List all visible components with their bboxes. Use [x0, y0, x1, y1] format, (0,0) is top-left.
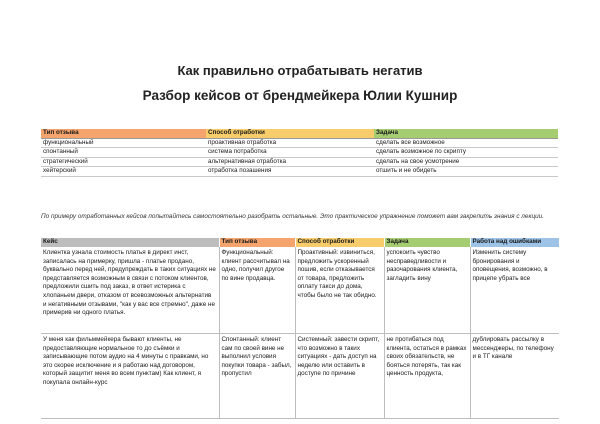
table-row [41, 334, 559, 419]
page-subtitle: Разбор кейсов от брендмейкера Юлии Кушнир [142, 88, 458, 103]
task-cell: успокоить чувство несправедливости и разочарования клиента, загладить вину [384, 247, 470, 334]
summary-row [41, 148, 558, 158]
way-cell: Проактивный: извиниться, предложить ускоренный пошив, если отказывается от товара, предложить оплату такси до дома, чтобы было не так обидно. [295, 247, 384, 334]
summary-row [41, 167, 558, 177]
summary-header-row [41, 129, 558, 138]
exercise-note: По примеру отработанных кейсов попытайтесь самостоятельно разобрать остальные. Это практическое упражнение поможет вам закрепить знания с лекции. [41, 213, 545, 220]
cases-header-type: Тип отзыва [219, 238, 295, 247]
summary-header-way: Способ отработки [206, 129, 374, 138]
cases-header-task: Задача [384, 238, 470, 247]
summary-cell: сделать возможное по скрипту [374, 148, 558, 158]
summary-cell: функциональный [41, 138, 206, 148]
summary-row [41, 138, 558, 148]
case-cell: У меня как фильммейкера бывают клиенты, не предоставляющие нормальное то до съёмки и записывающие потом аудио на 4 минуты с правками, но это скорее исключение и я работаю над договором, который защитит меня во всем пунктам) Как клиент, я покупала онлайн-курс [41, 334, 219, 419]
summary-header-type: Тип отзыва [41, 129, 206, 138]
summary-cell: отшить и не обидеть [374, 167, 558, 177]
cases-header-fix: Работа над ошибками [470, 238, 559, 247]
way-cell: Системный: завести скрипт, что возможно в таких ситуациях - дать доступ на неделю или оставить в доступе по причине [295, 334, 384, 419]
fix-cell: дублировать рассылку в мессенджеры, по телефону и в ТГ канале [470, 334, 559, 419]
cases-header-way: Способ отработки [295, 238, 384, 247]
summary-cell: отработка позашения [206, 167, 374, 177]
summary-cell: сделать все возможное [374, 138, 558, 148]
summary-row [41, 157, 558, 167]
summary-cell: проактивная отработка [206, 138, 374, 148]
fix-cell: Изменить систему бронирования и оповещения, возможно, в прицепе убрать все [470, 247, 559, 334]
case-cell: Клиентка узнала стоимость платья в директ инст, записалась на примерку, пришла - платье продано, буквально перед ней, предупреждать в таких ситуациях не представляется возможным в связи с потоком клиентов, предложили сшить под заказ, в ответ истерика с хлопаньем двери, отказом от всевозможных альтернатив и негативными отзывами, "как у вас все стремно", даже не примерив ни одного платья. [41, 247, 219, 334]
cases-header-row [41, 238, 559, 247]
page-title: Как правильно отрабатывать негатив [177, 63, 423, 78]
cases-table [41, 238, 560, 419]
summary-cell: хейтерский [41, 167, 206, 177]
summary-table [41, 129, 558, 177]
cases-header-case: Кейс [41, 238, 219, 247]
task-cell: не протибаться под клиента, остаться в рамках своих обязательств, не бояться потерять, так как ценность продукта, [384, 334, 470, 419]
type-cell: Функциональный: клиент рассчитывал на одно, получил другое по вине продавца. [219, 247, 295, 334]
summary-cell: сделать на свое усмотрение [374, 157, 558, 167]
summary-cell: система потработка [206, 148, 374, 158]
summary-cell: стратегический [41, 157, 206, 167]
table-row [41, 247, 559, 334]
summary-cell: спонтанный [41, 148, 206, 158]
summary-header-task: Задача [374, 129, 558, 138]
type-cell: Спонтанный: клиент сам по своей вине не выполнил условия покупки товара - забыл, пропустил [219, 334, 295, 419]
summary-cell: альтернативная отработка [206, 157, 374, 167]
